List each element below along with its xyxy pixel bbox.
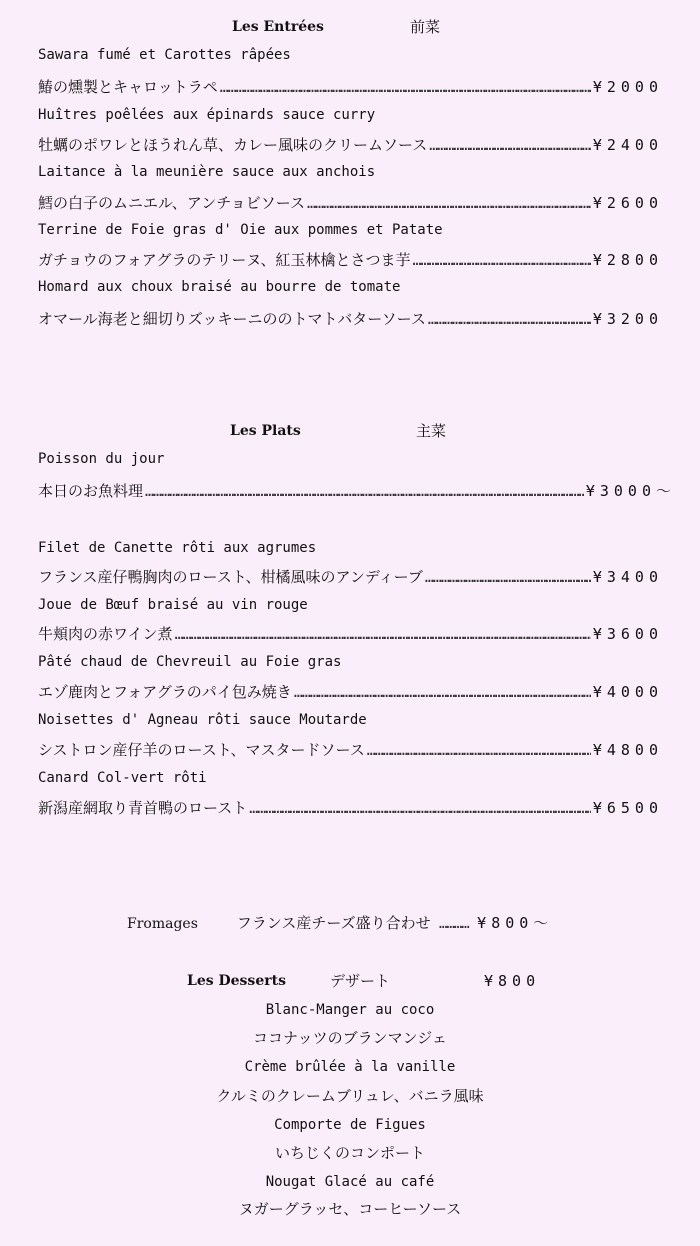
- plat-5-row: [38, 799, 663, 817]
- fromages-title: Fromages: [127, 916, 198, 932]
- plat-1-fr: Filet de Canette rôti aux agrumes: [38, 540, 317, 556]
- plat-5-price: ¥6500: [592, 799, 663, 817]
- desserts-title-jp: デザート: [330, 972, 391, 990]
- dessert-1-fr: Crème brûlée à la vanille: [244, 1059, 456, 1075]
- leader-dots: [425, 568, 591, 586]
- entree-4-row: [38, 310, 663, 328]
- plat-0-row: [38, 482, 676, 500]
- desserts-price: ¥800: [484, 972, 541, 990]
- entree-2-row: [38, 194, 663, 212]
- plat-4-fr: Noisettes d' Agneau rôti sauce Moutarde: [38, 712, 367, 728]
- entree-2-fr: Laitance à la meunière sauce aux anchois: [38, 164, 376, 180]
- dessert-0-fr: Blanc-Manger au coco: [265, 1002, 435, 1018]
- entree-3-row: [38, 251, 663, 269]
- dessert-2-jp: いちじくのコンポート: [274, 1144, 425, 1162]
- leader-dots: [367, 741, 591, 759]
- leader-dots: …………: [439, 916, 469, 932]
- entree-3-price: ¥2800: [592, 251, 663, 269]
- dessert-1-jp: クルミのクレームブリュレ、バニラ風味: [216, 1087, 484, 1105]
- leader-dots: [429, 136, 591, 154]
- plat-2-jp: 牛頬肉の赤ワイン煮: [38, 625, 173, 643]
- plat-1-row: [38, 568, 663, 586]
- leader-dots: [412, 251, 590, 269]
- desserts-title: Les Desserts: [187, 973, 286, 989]
- dessert-0-jp: ココナッツのブランマンジェ: [252, 1029, 448, 1047]
- plat-5-jp: 新潟産網取り青首鴨のロースト: [38, 799, 248, 817]
- entree-4-price: ¥3200: [592, 310, 663, 328]
- fromages-price: ¥800～: [477, 914, 554, 932]
- entrees-title: Les Entrées: [232, 19, 324, 35]
- entree-2-jp: 鱈の白子のムニエル、アンチョビソース: [38, 194, 306, 212]
- entree-3-fr: Terrine de Foie gras d' Oie aux pommes et Patate: [38, 222, 443, 238]
- leader-dots: [294, 683, 591, 701]
- plat-2-fr: Joue de Bœuf braisé au vin rouge: [38, 597, 308, 613]
- plats-title: Les Plats: [230, 423, 301, 439]
- plat-4-price: ¥4800: [592, 741, 663, 759]
- dessert-3-jp: ヌガーグラッセ、コーヒーソース: [238, 1200, 462, 1218]
- leader-dots: [175, 625, 591, 643]
- plat-1-jp: フランス産仔鴨胸肉のロースト、柑橘風味のアンディーブ: [38, 568, 423, 586]
- plat-2-row: [38, 625, 663, 643]
- entrees-title-jp: 前菜: [410, 18, 441, 36]
- leader-dots: [145, 482, 584, 500]
- entree-3-jp: ガチョウのフォアグラのテリーヌ、紅玉林檎とさつま芋: [38, 251, 411, 269]
- leader-dots: [249, 799, 591, 817]
- plat-3-row: [38, 683, 663, 701]
- entree-0-fr: Sawara fumé et Carottes râpées: [38, 47, 291, 63]
- leader-dots: [220, 78, 591, 96]
- entree-4-fr: Homard aux choux braisé au bourre de tomate: [38, 279, 401, 295]
- entree-1-price: ¥2400: [592, 136, 663, 154]
- plat-0-jp: 本日のお魚料理: [38, 482, 144, 500]
- plat-0-fr: Poisson du jour: [38, 451, 165, 467]
- plat-2-price: ¥3600: [592, 625, 663, 643]
- fromages-row: [127, 914, 553, 933]
- entree-1-jp: 牡蠣のポワレとほうれん草、カレー風味のクリームソース: [38, 136, 428, 154]
- leader-dots: [307, 194, 591, 212]
- entree-0-jp: 鰆の燻製とキャロットラペ: [38, 78, 218, 96]
- entree-2-price: ¥2600: [592, 194, 663, 212]
- plat-1-price: ¥3400: [592, 568, 663, 586]
- dessert-3-fr: Nougat Glacé au café: [265, 1174, 435, 1190]
- plat-3-price: ¥4000: [592, 683, 663, 701]
- plat-3-fr: Pâté chaud de Chevreuil au Foie gras: [38, 654, 342, 670]
- entree-0-price: ¥2000: [592, 78, 663, 96]
- plat-3-jp: エゾ鹿肉とフォアグラのパイ包み焼き: [38, 683, 292, 701]
- entree-0-row: [38, 78, 663, 96]
- entree-1-fr: Huîtres poêlées aux épinards sauce curry: [38, 107, 376, 123]
- plat-4-row: [38, 741, 663, 759]
- plat-5-fr: Canard Col-vert rôti: [38, 770, 207, 786]
- leader-dots: [428, 310, 591, 328]
- dessert-2-fr: Comporte de Figues: [274, 1117, 426, 1133]
- plat-0-price: ¥3000～: [585, 482, 676, 500]
- plat-4-jp: シストロン産仔羊のロースト、マスタードソース: [38, 741, 365, 759]
- fromages-jp: フランス産チーズ盛り合わせ: [236, 914, 431, 932]
- plats-title-jp: 主菜: [416, 422, 447, 440]
- entree-1-row: [38, 136, 663, 154]
- entree-4-jp: オマール海老と細切りズッキーニののトマトバターソース: [38, 310, 426, 328]
